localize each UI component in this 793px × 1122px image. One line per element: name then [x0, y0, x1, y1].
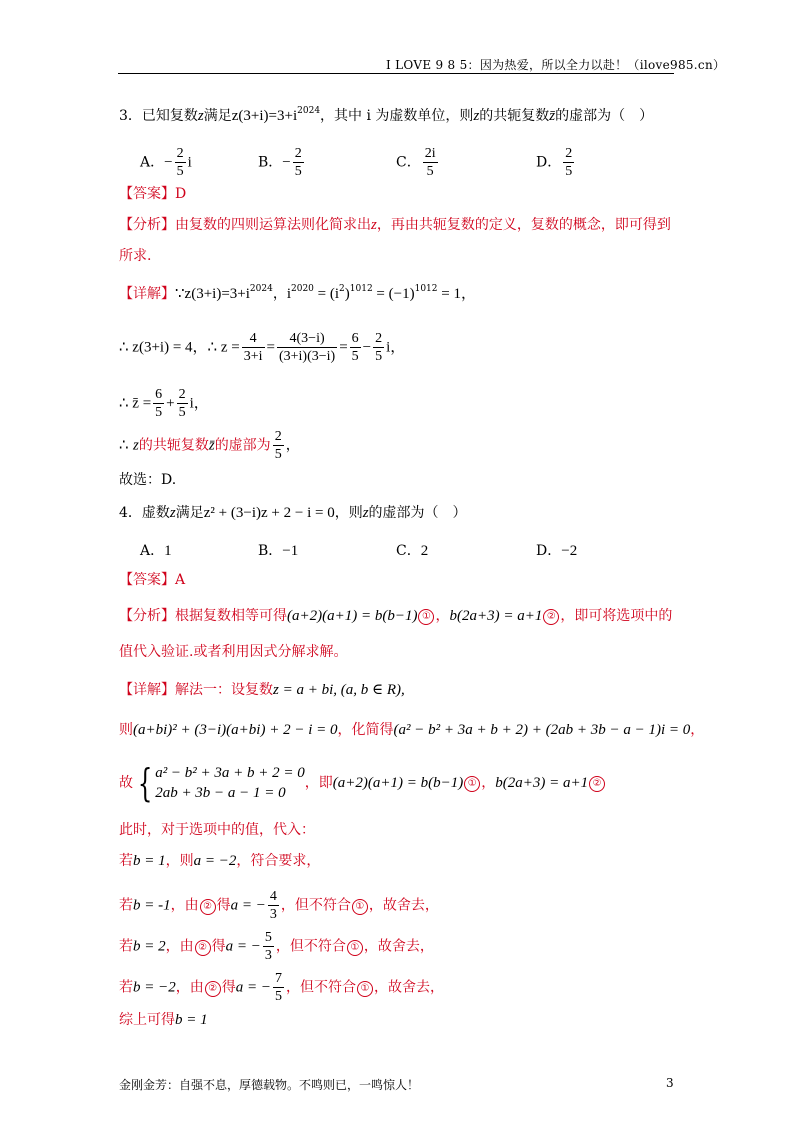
frac-num: 4 [249, 331, 257, 346]
analysis-tag: 【分析】 [119, 217, 175, 233]
math: i， [386, 339, 406, 356]
equation-system [155, 763, 305, 803]
math: − [362, 339, 372, 356]
answer-value: A [175, 572, 186, 588]
frac-den: 5 [423, 162, 438, 180]
text: ，故舍去， [363, 938, 434, 955]
frac-num: 2 [375, 331, 383, 346]
circled-one: ① [352, 899, 368, 915]
q3-analysis-line2: 所求. [119, 248, 152, 264]
answer-tag: 【答案】 [119, 572, 175, 588]
text: ，由 [175, 979, 204, 996]
option-value: 2 [420, 543, 429, 559]
q4-option-b [258, 540, 298, 560]
math: a = − [235, 979, 271, 996]
left-brace: { [137, 761, 153, 805]
math: ∴ z = [207, 339, 240, 356]
text: 若 [119, 853, 133, 869]
circled-one: ① [418, 609, 434, 625]
q4-detail-line3 [119, 763, 606, 803]
q4-answer [119, 570, 185, 590]
var-z: z [133, 437, 139, 454]
q3-detail-line2 [119, 330, 405, 365]
circled-one: ① [464, 776, 480, 792]
page-number: 3 [666, 1076, 674, 1090]
math: = (i [313, 286, 340, 302]
q4-detail-line7 [119, 929, 434, 964]
q4-option-d [536, 540, 577, 560]
footer-motto: 金刚金芳：自强不息，厚德载物。不鸣则已，一鸣惊人！ [119, 1078, 420, 1092]
math: = [266, 339, 275, 356]
text: ，但不符合 [280, 897, 351, 914]
math: z² + (3−i)z + 2 − i = 0 [203, 505, 335, 521]
fraction [273, 970, 284, 1005]
option-fraction [563, 145, 574, 180]
fraction [263, 929, 274, 964]
var-zbar: z̄ [549, 108, 556, 124]
fraction [277, 330, 337, 365]
text: ，故舍去， [368, 897, 439, 914]
option-fraction [293, 145, 304, 180]
text: ，则 [165, 853, 194, 869]
text: ，由 [165, 938, 194, 955]
text: 若 [119, 979, 133, 996]
circled-two: ② [543, 609, 559, 625]
frac-den: 5 [351, 349, 359, 364]
q3-detail-line4 [119, 428, 300, 463]
text: ，符合要求， [236, 853, 321, 869]
frac-den: 5 [274, 447, 282, 462]
option-fraction [175, 145, 186, 180]
frac-num: 5 [264, 930, 272, 945]
q3-option-c [396, 145, 440, 180]
option-label: C． [396, 543, 421, 559]
fraction [273, 428, 284, 463]
punct: ， [690, 722, 705, 738]
answer-tag: 【答案】 [119, 186, 175, 202]
math: (a+2)(a+1) = b(b−1) [332, 775, 464, 791]
var-z: z [473, 108, 480, 124]
exponent: 2020 [291, 284, 314, 294]
detail-tag: 【详解】 [119, 682, 175, 698]
math: = (−1) [372, 286, 415, 302]
frac-den: 5 [375, 349, 383, 364]
math: i， [189, 395, 209, 412]
text: 满足 [175, 505, 204, 521]
q3-analysis-line1 [119, 215, 671, 235]
q4-detail-line9 [119, 1010, 208, 1030]
q3-detail-line1 [119, 284, 476, 304]
var-z: z [169, 505, 176, 521]
math: = 1， [437, 286, 476, 302]
var-z: z [197, 108, 204, 124]
text: 综上可得 [119, 1012, 175, 1028]
math: ∴ z(3+i) = 4， [119, 339, 208, 356]
frac-den: 5 [155, 405, 163, 420]
option-fraction [423, 145, 438, 180]
fraction [350, 330, 361, 365]
text: ，但不符合 [286, 979, 356, 996]
frac-den: 5 [565, 164, 573, 179]
math: i [286, 286, 291, 302]
math: b(2a+3) = a+1 [495, 775, 589, 791]
option-sign: − [164, 154, 173, 171]
q3-detail-line3 [119, 386, 209, 421]
math: b = 1 [133, 853, 166, 869]
math: b = −2 [133, 979, 176, 996]
frac-num: 7 [275, 971, 282, 986]
q3-stem-mid3: 的共轭复数 [479, 108, 550, 124]
frac-den: 3 [264, 948, 272, 963]
text: ，化简得 [337, 722, 394, 738]
var-zbar: z̄ [208, 437, 215, 454]
math: = [339, 339, 348, 356]
math: b = -1 [133, 897, 171, 914]
q4-detail-line5 [119, 851, 320, 871]
analysis-text: ，再由共轭复数的定义，复数的概念，即可得到 [376, 217, 671, 233]
frac-den: 3+i [243, 349, 263, 364]
frac-num: 2 [294, 146, 302, 161]
fraction [177, 386, 188, 421]
var-z: z [362, 505, 369, 521]
option-label: B． [258, 154, 283, 171]
exponent: 2024 [249, 284, 273, 294]
punct: ， [435, 608, 450, 624]
text: ，但不符合 [275, 938, 346, 955]
exponent: 1012 [414, 284, 438, 294]
q4-option-a [140, 540, 172, 560]
header-text: I LOVE 9 8 5：因为热爱，所以全力以赴！（ilove985.cn） [386, 58, 726, 72]
circled-two: ② [205, 981, 221, 997]
text: 根据复数相等可得 [175, 608, 287, 624]
frac-num: 2 [274, 429, 282, 444]
math: b(2a+3) = a+1 [449, 608, 543, 624]
frac-den: 3 [269, 907, 277, 922]
fraction [373, 330, 384, 365]
frac-num: 6 [351, 331, 359, 346]
q3-option-d [536, 145, 576, 180]
analysis-tag: 【分析】 [119, 608, 175, 624]
math: ∵ [175, 286, 185, 302]
math: ∴ z̄ = [119, 395, 152, 412]
frac-num: 4 [269, 889, 277, 904]
q3-option-a [140, 145, 192, 180]
q4-detail-line6 [119, 888, 439, 923]
frac-num: 6 [155, 387, 163, 402]
detail-tag: 【详解】 [119, 286, 175, 302]
math: a = − [225, 938, 261, 955]
system-eq-2: 2ab + 3b − a − 1 = 0 [155, 785, 286, 801]
punct: ， [481, 775, 496, 791]
q4-stem [119, 503, 467, 523]
option-label: A． [140, 543, 165, 559]
text: 若 [119, 938, 133, 955]
frac-den: (3+i)(3−i) [278, 349, 336, 364]
q3-stem [119, 106, 653, 126]
circled-two: ② [200, 899, 216, 915]
punct: ， [285, 437, 300, 454]
text: ，即 [304, 775, 333, 791]
math: ∴ [119, 437, 129, 454]
text: ，则 [334, 505, 363, 521]
q3-stem-eq: z(3+i)=3+i [231, 108, 298, 124]
q3-stem-mid2: ，其中 i 为虚数单位，则 [320, 108, 474, 124]
q4-analysis-line1 [119, 606, 672, 626]
math: (a+bi)² + (3−i)(a+bi) + 2 − i = 0 [133, 722, 338, 738]
math: a = −2 [193, 853, 237, 869]
frac-den: 5 [178, 405, 186, 420]
circled-one: ① [347, 940, 363, 956]
text: 的虚部为 [214, 437, 271, 454]
q4-analysis-line2: 值代入验证.或者利用因式分解求解。 [119, 644, 348, 660]
option-value: 1 [164, 543, 172, 559]
exponent: 1012 [349, 284, 373, 294]
q3-stem-pre: 3．已知复数 [119, 108, 198, 124]
system-eq-1: a² − b² + 3a + b + 2 = 0 [155, 765, 305, 781]
var-z: z [371, 217, 377, 233]
answer-value: D [175, 186, 187, 202]
math: z = a + bi, (a, b ∈ R), [273, 682, 405, 698]
option-label: D． [536, 543, 562, 559]
q3-conclusion: 故选：D. [119, 472, 177, 488]
q4-option-c [396, 540, 428, 560]
option-value: −1 [282, 543, 299, 559]
q3-option-b [258, 145, 306, 180]
punct: ， [272, 286, 287, 302]
math: (a+2)(a+1) = b(b−1) [287, 608, 418, 624]
option-label: D． [536, 154, 562, 171]
math: ) [344, 286, 350, 302]
text: 得 [216, 897, 231, 914]
text: ，故舍去， [374, 979, 444, 996]
text: 若 [119, 897, 133, 914]
q3-stem-tail: 的虚部为（ ） [555, 108, 654, 124]
math: z(3+i)=3+i [184, 286, 250, 302]
text: 则 [119, 722, 133, 738]
fraction [242, 330, 265, 365]
text: 得 [211, 938, 226, 955]
text: ，即可将选项中的 [560, 608, 673, 624]
math: + [166, 395, 175, 412]
math: (a² − b² + 3a + b + 2) + (2ab + 3b − a − 1)i = 0 [393, 722, 691, 738]
analysis-text: 由复数的四则运算法则化简求出 [175, 217, 371, 233]
circled-two: ② [589, 776, 605, 792]
math: a = − [230, 897, 266, 914]
text: 的共轭复数 [138, 437, 209, 454]
text: ，由 [170, 897, 199, 914]
q4-detail-line1 [119, 680, 405, 700]
math: b = 2 [133, 938, 166, 955]
q3-answer [119, 184, 186, 204]
text: 4．虚数 [119, 505, 170, 521]
circled-one: ① [357, 981, 373, 997]
q3-stem-exp: 2024 [297, 106, 321, 116]
option-value: −2 [561, 543, 578, 559]
option-label: A． [140, 154, 165, 171]
text: 得 [221, 979, 236, 996]
fraction [268, 888, 279, 923]
frac-den: 5 [294, 164, 302, 179]
fraction [153, 386, 164, 421]
q4-detail-line8 [119, 970, 444, 1005]
text: 解法一：设复数 [175, 682, 273, 698]
option-label: C． [396, 154, 421, 171]
q3-stem-mid1: 满足 [203, 108, 232, 124]
frac-num: 4(3−i) [289, 331, 325, 346]
header-rule [118, 73, 674, 74]
frac-num: 2 [178, 387, 186, 402]
text: 的虚部为（ ） [368, 505, 467, 521]
option-sign: − [282, 154, 291, 171]
math: b = 1 [175, 1012, 208, 1028]
frac-den: 5 [275, 989, 282, 1004]
option-label: B． [258, 543, 283, 559]
frac-num: 2 [176, 146, 184, 161]
frac-num: 2i [424, 146, 436, 161]
q4-detail-line2 [119, 720, 704, 740]
q4-detail-line4: 此时，对于选项中的值，代入： [119, 822, 315, 838]
option-suffix: i [187, 154, 192, 171]
circled-two: ② [195, 940, 211, 956]
text: 故 [119, 775, 133, 791]
frac-num: 2 [565, 146, 573, 161]
exponent: 2 [339, 284, 345, 294]
frac-den: 5 [176, 164, 184, 179]
